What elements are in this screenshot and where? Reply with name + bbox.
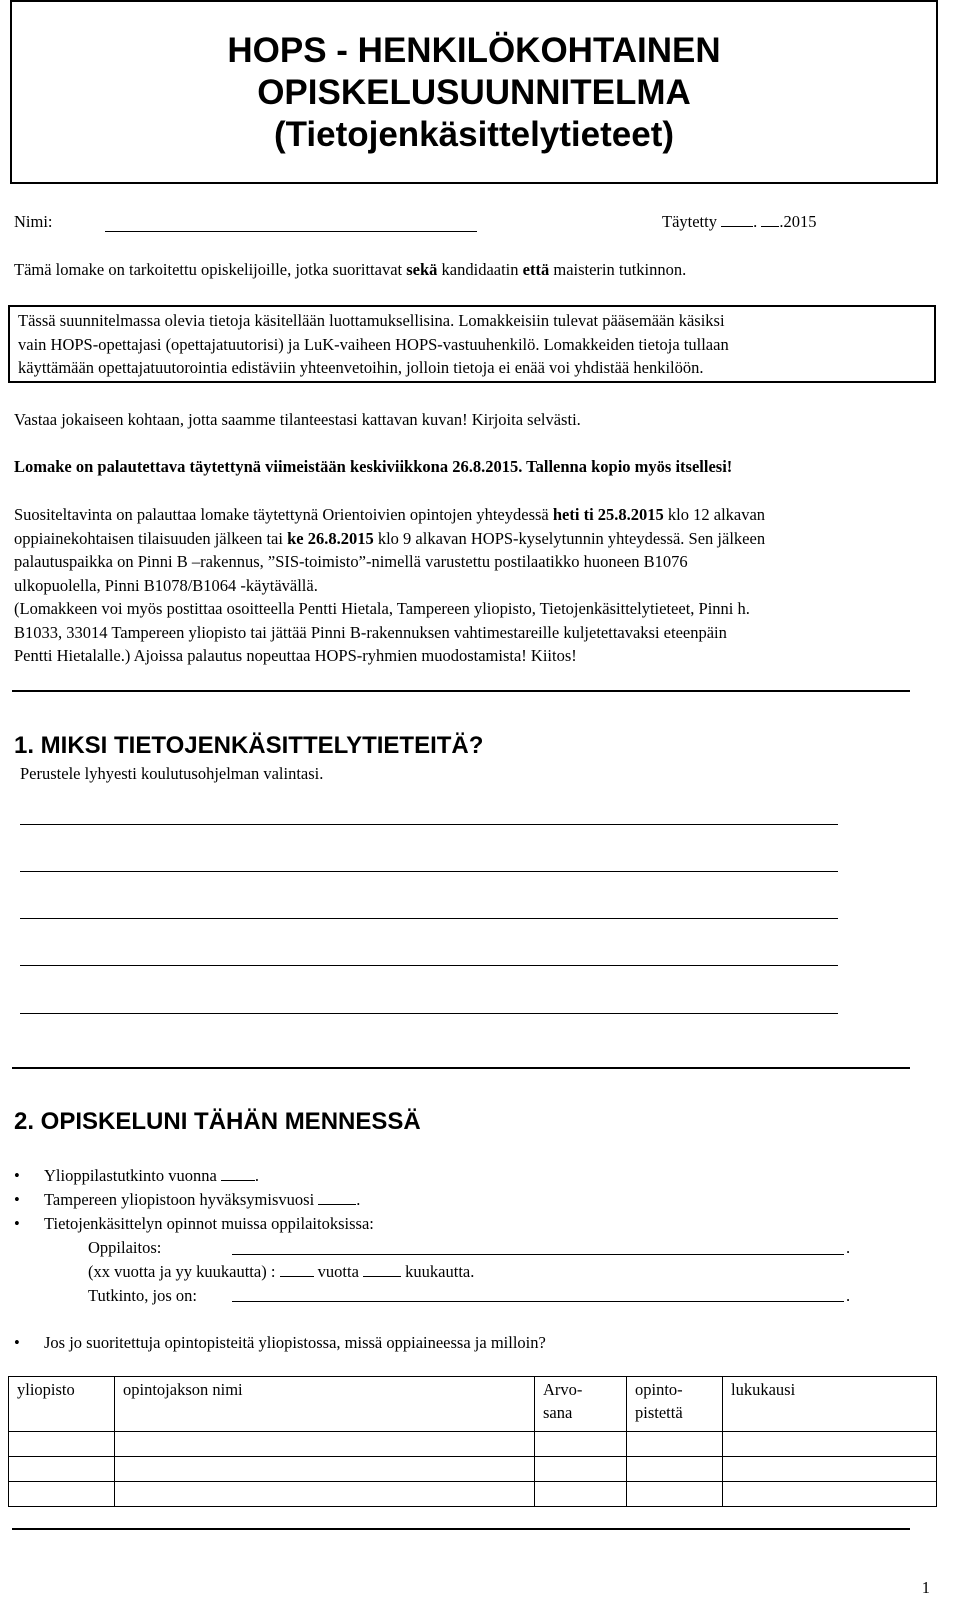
answer-all-instruction: Vastaa jokaiseen kohtaan, jotta saamme tilanteestasi kattavan kuvan! Kirjoita selvästi. <box>14 410 581 429</box>
name-row <box>14 210 53 233</box>
page-number: 1 <box>921 1578 930 1597</box>
degree-label: Tutkinto, jos on: <box>88 1286 197 1305</box>
name-label: Nimi: <box>14 212 53 231</box>
table-cell[interactable] <box>115 1482 535 1507</box>
table-cell[interactable] <box>535 1482 627 1507</box>
list-item: • Tietojenkäsittelyn opinnot muissa oppilaitoksissa: <box>14 1214 374 1233</box>
filled-day-field[interactable] <box>721 210 753 227</box>
list-item: • Ylioppilastutkinto vuonna . <box>14 1166 260 1185</box>
table-cell[interactable] <box>723 1432 937 1457</box>
table-cell[interactable] <box>9 1482 115 1507</box>
section-divider <box>12 1067 910 1069</box>
form-title-box <box>10 0 938 184</box>
form-title-line2: OPISKELUSUUNNITELMA <box>257 73 691 112</box>
table-cell[interactable] <box>627 1482 723 1507</box>
table-cell[interactable] <box>115 1457 535 1482</box>
column-header-course-name: opintojakson nimi <box>115 1377 535 1432</box>
form-title-line3: (Tietojenkäsittelytieteet) <box>273 115 675 154</box>
table-row <box>9 1482 937 1507</box>
table-cell[interactable] <box>115 1432 535 1457</box>
table-cell[interactable] <box>723 1457 937 1482</box>
institution-field[interactable] <box>232 1254 844 1255</box>
bullet-icon: • <box>14 1333 20 1352</box>
credits-table <box>8 1376 937 1507</box>
intro-text: Tämä lomake on tarkoitettu opiskelijoille, jotka suorittavat sekä kandidaatin että maisterin tutkinnon. <box>14 260 687 279</box>
bullet-icon: • <box>14 1166 20 1185</box>
list-item: • Tampereen yliopistoon hyväksymisvuosi . <box>14 1190 361 1209</box>
filled-year: .2015 <box>779 212 817 231</box>
section1-heading: 1. MIKSI TIETOJENKÄSITTELYTIETEITÄ? <box>14 732 484 759</box>
list-item: • Jos jo suoritettuja opintopisteitä yliopistossa, missä oppiaineessa ja milloin? <box>14 1333 546 1352</box>
answer-line[interactable] <box>20 824 838 825</box>
name-field[interactable] <box>105 231 477 232</box>
column-header-semester: lukukausi <box>723 1377 937 1432</box>
column-header-credits: opinto- pistettä <box>627 1377 723 1432</box>
table-row <box>9 1457 937 1482</box>
section-divider <box>12 1528 910 1530</box>
filled-row <box>662 210 816 233</box>
degree-field[interactable] <box>232 1301 844 1302</box>
table-cell[interactable] <box>627 1457 723 1482</box>
bullet-icon: • <box>14 1214 20 1233</box>
institution-label: Oppilaitos: <box>88 1238 162 1257</box>
filled-separator: . <box>753 212 758 231</box>
table-header-row <box>9 1377 937 1432</box>
confidentiality-line1: Tässä suunnitelmassa olevia tietoja käsitellään luottamuksellisina. Lomakkeisiin tulevat pääsemään käsiksi <box>18 311 725 330</box>
table-cell[interactable] <box>9 1432 115 1457</box>
return-instructions: Suositeltavinta on palauttaa lomake täytettynä Orientoivien opintojen yhteydessä heti ti 25.8.2015 klo 12 alkavan oppiainekohtaisen tilaisuuden jälkeen tai ke 26.8.2015 klo 9 alkavan HOPS-kyselytunnin yhteydessä. Sen jälkeen palautuspaikka on Pinni B –rakennus, ”SIS-toimisto”-nimellä varustettu postilaatikko huoneen B1076 ulkopuolella, Pinni B1078/B1064 -käytävällä. (Lomakkeen voi myös postittaa osoitteella Pentti Hietala, Tampereen yliopisto, Tietojenkäsittelytieteet, Pinni h. B1033, 33014 Tampereen yliopisto tai jättää Pinni B-rakennuksen vahtimestareille kuljetettavaksi eteenpäin Pentti Hietalalle.) Ajoissa palautus nopeuttaa HOPS-ryhmien muodostamista! Kiitos! <box>14 505 766 665</box>
section-divider <box>12 690 910 692</box>
duration-months-field[interactable] <box>363 1260 401 1277</box>
answer-line[interactable] <box>20 1013 838 1014</box>
acceptance-year-field[interactable] <box>318 1188 356 1205</box>
form-title-line1: HOPS - HENKILÖKOHTAINEN <box>227 31 721 70</box>
deadline-notice: Lomake on palautettava täytettynä viimeistään keskiviikkona 26.8.2015. Tallenna kopio myös itsellesi! <box>14 457 733 476</box>
duration-years-field[interactable] <box>280 1260 314 1277</box>
confidentiality-notice <box>8 305 936 383</box>
answer-line[interactable] <box>20 871 838 872</box>
column-header-grade: Arvo- sana <box>535 1377 627 1432</box>
confidentiality-line2: vain HOPS-opettajasi (opettajatuutorisi) ja LuK-vaiheen HOPS-vastuuhenkilö. Lomakkeiden tietoja tullaan <box>18 334 729 354</box>
filled-month-field[interactable] <box>761 210 779 227</box>
answer-line[interactable] <box>20 918 838 919</box>
table-row <box>9 1432 937 1457</box>
answer-line[interactable] <box>20 965 838 966</box>
filled-label: Täytetty <box>662 212 717 231</box>
table-cell[interactable] <box>9 1457 115 1482</box>
bullet-icon: • <box>14 1190 20 1209</box>
table-cell[interactable] <box>627 1432 723 1457</box>
table-cell[interactable] <box>723 1482 937 1507</box>
table-cell[interactable] <box>535 1432 627 1457</box>
table-cell[interactable] <box>535 1457 627 1482</box>
matriculation-year-field[interactable] <box>221 1164 255 1181</box>
duration-row: (xx vuotta ja yy kuukautta) : vuotta kuukautta. <box>88 1262 475 1281</box>
section1-prompt: Perustele lyhyesti koulutusohjelman valintasi. <box>20 764 324 783</box>
confidentiality-line3: käyttämään opettajatuutorointia edistäviin yhteenvetoihin, jolloin tietoja ei enää voi yhdistää henkilöön. <box>18 358 704 377</box>
section2-heading: 2. OPISKELUNI TÄHÄN MENNESSÄ <box>14 1108 421 1135</box>
column-header-university: yliopisto <box>9 1377 115 1432</box>
